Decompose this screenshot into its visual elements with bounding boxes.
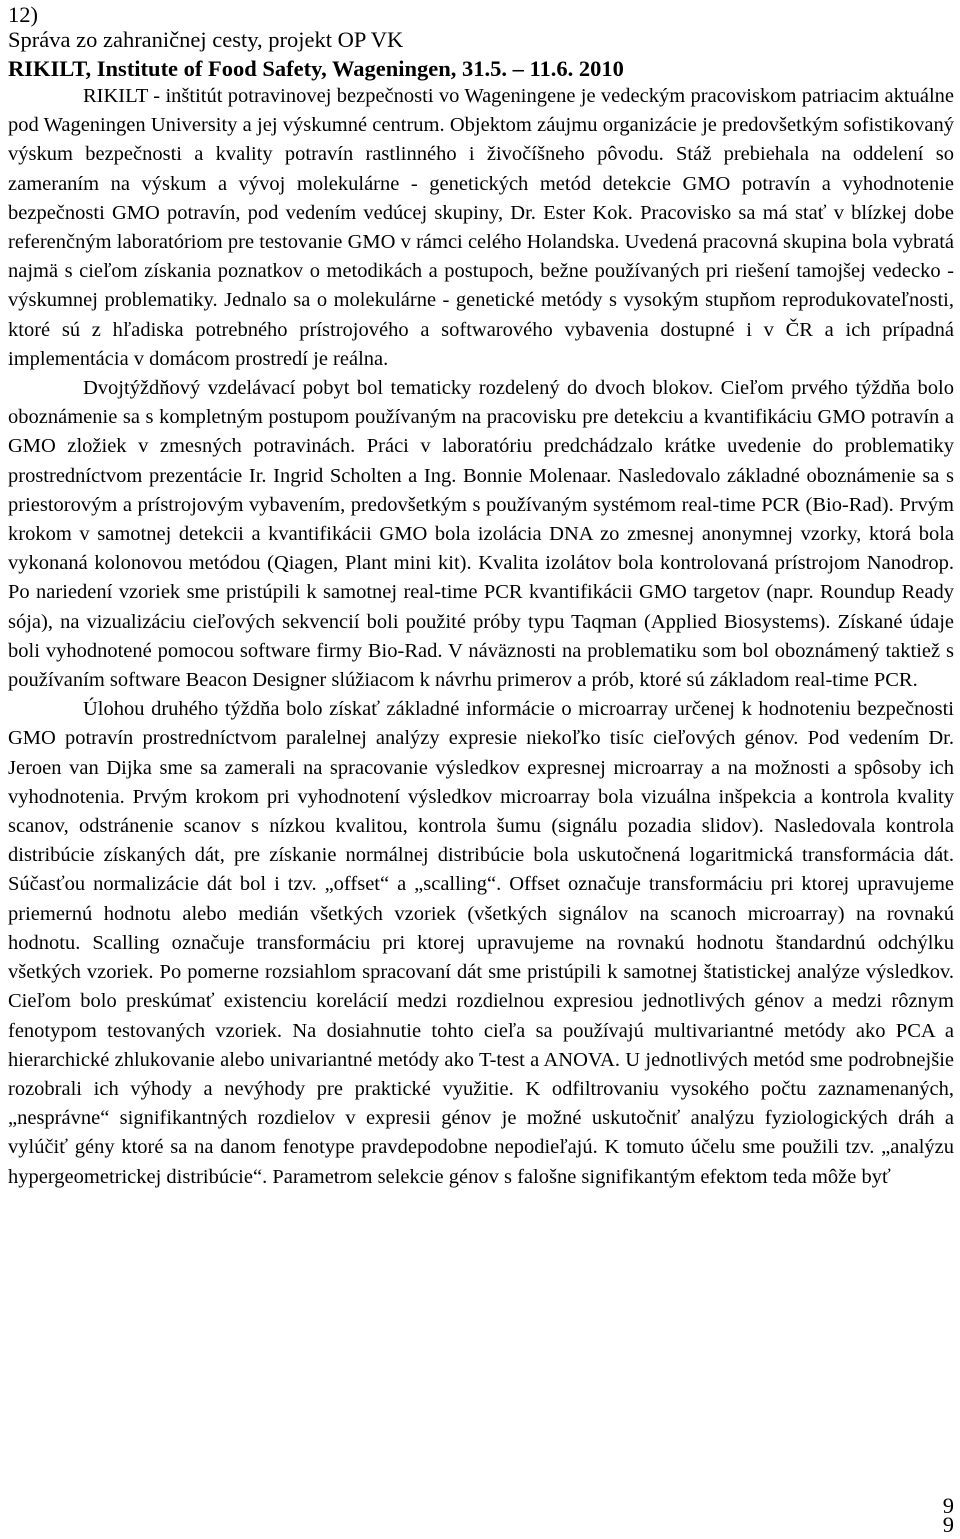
report-title: Správa zo zahraničnej cesty, projekt OP VK <box>8 27 404 52</box>
paragraph-second-week: Úlohou druhého týždňa bolo získať základné informácie o microarray určenej k hodnoteniu bezpečnosti GMO potravín prostredníctvom paralelnej analýzy expresie niekoľko tisíc cieľových génov. Pod vedením Dr. Jeroen van Dijka sme sa zamerali na spracovanie výsledkov expresnej microarray a na možnosti a spôsoby ich vyhodnotenia. Prvým krokom pri vyhodnotení výsledkov microarray bola vizuálna inšpekcia a kontrola kvality scanov, odstránenie scanov s nízkou kvalitou, kontrola šumu (signálu pozadia slidov). Nasledovala kontrola distribúcie získaných dát, pre získanie normálnej distribúcie bola uskutočnená logaritmická transformácia dát. Súčasťou normalizácie dát bol i tzv. „offset“ a „scalling“. Offset označuje transformáciu pri ktorej upravujeme priemernú hodnotu alebo medián všetkých vzoriek (všetkých signálov na scanoch microarray) na rovnakú hodnotu. Scalling označuje transformáciu pri ktorej upravujeme na rovnakú hodnotu štandardnú odchýlku všetkých vzoriek. Po pomerne rozsiahlom spracovaní dát sme pristúpili k samotnej štatistickej analýze výsledkov. Cieľom bolo preskúmať existenciu korelácií medzi rozdielnou expresiou jednotlivých génov a medzi rôznym fenotypom testovaných vzoriek. Na dosiahnutie tohto cieľa sa používajú multivariantné metódy ako PCA a hierarchické zhlukovanie alebo univariantné metódy ako T-test a ANOVA. U jednotlivých metód sme podrobnejšie rozobrali ich výhody a nevýhody pre praktické využitie. K odfiltrovaniu vysokého počtu zaznamenaných, „nesprávne“ signifikantných rozdielov v expresii génov je možné uskutočniť analýzu fyziologických dráh a vylúčiť gény ktoré sa na danom fenotype pravdepodobne nepodieľajú. K tomuto účelu sme použili tzv. „analýzu hypergeometrickej distribúcie“. Parametrom selekcie génov s falošne signifikantým efektom teda môže byť <box>8 698 954 1188</box>
paragraph-first-week: Dvojtýždňový vzdelávací pobyt bol tematicky rozdelený do dvoch blokov. Cieľom prvého týždňa bolo oboznámenie sa s kompletným postupom používaným na pracovisku pre detekciu a kvantifikáciu GMO potravín a GMO zložiek v zmesných potravinách. Práci v laboratóriu predchádzalo krátke uvedenie do problematiky prostredníctvom prezentácie Ir. Ingrid Scholten a Ing. Bonnie Molenaar. Nasledovalo základné oboznámenie sa s priestorovým a prístrojovým vybavením, predovšetkým s používaným systémom real-time PCR (Bio-Rad). Prvým krokom v samotnej detekcii a kvantifikácii GMO bola izolácia DNA zo zmesnej anonymnej vzorky, ktorá bola vykonaná kolonovou metódou (Qiagen, Plant mini kit). Kvalita izolátov bola kontrolovaná prístrojom Nanodrop. Po nariedení vzoriek sme pristúpili k samotnej real-time PCR kvantifikácii GMO targetov (napr. Roundup Ready sója), na vizualizáciu cieľových sekvencií boli použité próby typu Taqman (Applied Biosystems). Získané údaje boli vyhodnotené pomocou software firmy Bio-Rad. V náväznosti na problematiku som bol oboznámený taktiež s používaním software Beacon Designer slúžiacom k návrhu primerov a prób, ktoré sú základom real-time PCR. <box>8 377 954 692</box>
report-subtitle: RIKILT, Institute of Food Safety, Wageningen, 31.5. – 11.6. 2010 <box>8 56 624 81</box>
section-number: 12) <box>8 2 38 27</box>
paragraph-intro: RIKILT - inštitút potravinovej bezpečnosti vo Wageningene je vedeckým pracoviskom patriacim aktuálne pod Wageningen University a jej výskumné centrum. Objektom záujmu organizácie je predovšetkým sofistikovaný výskum bezpečnosti a kvality potravín rastlinného i živočíšneho pôvodu. Stáž prebiehala na oddelení so zameraním na výskum a vývoj molekulárne - genetických metód detekcie GMO potravín a vyhodnotenie bezpečnosti GMO potravín, pod vedením vedúcej skupiny, Dr. Ester Kok. Pracovisko sa má stať v blízkej dobe referenčným laboratóriom pre testovanie GMO v rámci celého Holandska. Uvedená pracovná skupina bola vybratá najmä s cieľom získania poznatkov o metodikách a postupoch, bežne používaných pri riešení tamojšej vedecko - výskumnej problematiky. Jednalo sa o molekulárne - genetické metódy s vysokým stupňom reprodukovateľnosti, ktoré sú z hľadiska potrebného prístrojového a softwarového vybavenia dostupné i v ČR a ich prípadná implementácia v domácom prostredí je reálna. <box>8 85 954 370</box>
report-body <box>8 82 954 1192</box>
page-number: 9 <box>942 1493 954 1518</box>
page-number-footer: 9 <box>942 1512 954 1537</box>
